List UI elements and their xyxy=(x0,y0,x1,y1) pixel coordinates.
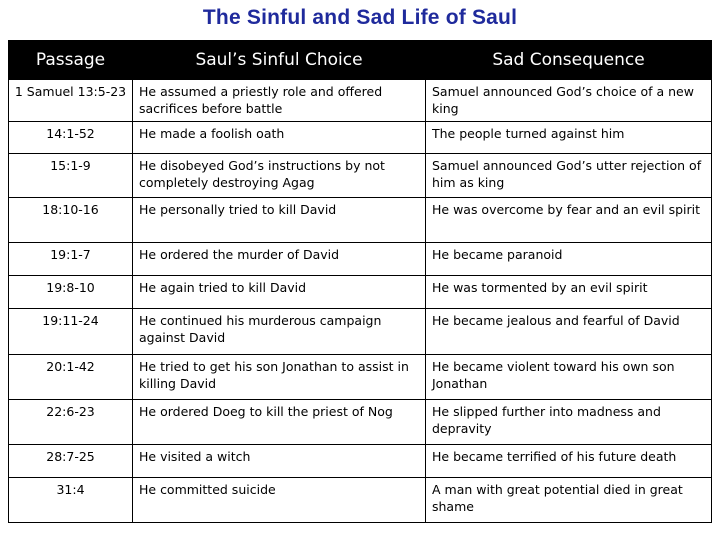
consequence-cell: He became jealous and fearful of David xyxy=(426,309,712,355)
consequence-cell: He slipped further into madness and depravity xyxy=(426,400,712,445)
consequence-cell: He became paranoid xyxy=(426,243,712,276)
header-passage: Passage xyxy=(9,41,133,80)
page-title: The Sinful and Sad Life of Saul xyxy=(202,6,518,29)
consequence-cell: The people turned against him xyxy=(426,122,712,154)
table-row xyxy=(9,445,712,478)
passage-cell: 1 Samuel 13:5-23 xyxy=(9,80,133,122)
choice-cell: He tried to get his son Jonathan to assist in killing David xyxy=(133,355,426,400)
passage-cell: 18:10-16 xyxy=(9,198,133,243)
passage-cell: 19:11-24 xyxy=(9,309,133,355)
table-row xyxy=(9,309,712,355)
choice-cell: He disobeyed God’s instructions by not completely destroying Agag xyxy=(133,154,426,198)
header-choice: Saul’s Sinful Choice xyxy=(133,41,426,80)
table-row xyxy=(9,243,712,276)
choice-cell: He visited a witch xyxy=(133,445,426,478)
passage-cell: 19:8-10 xyxy=(9,276,133,309)
consequence-cell: A man with great potential died in great shame xyxy=(426,478,712,523)
table-row xyxy=(9,154,712,198)
passage-cell: 15:1-9 xyxy=(9,154,133,198)
passage-cell: 20:1-42 xyxy=(9,355,133,400)
consequence-cell: He became terrified of his future death xyxy=(426,445,712,478)
table-row xyxy=(9,198,712,243)
table-row xyxy=(9,478,712,523)
choice-cell: He assumed a priestly role and offered sacrifices before battle xyxy=(133,80,426,122)
consequence-cell: He became violent toward his own son Jonathan xyxy=(426,355,712,400)
choice-cell: He ordered Doeg to kill the priest of Nog xyxy=(133,400,426,445)
table-row xyxy=(9,122,712,154)
choice-cell: He committed suicide xyxy=(133,478,426,523)
choice-cell: He continued his murderous campaign against David xyxy=(133,309,426,355)
consequence-cell: Samuel announced God’s choice of a new king xyxy=(426,80,712,122)
passage-cell: 31:4 xyxy=(9,478,133,523)
passage-cell: 14:1-52 xyxy=(9,122,133,154)
header-row xyxy=(9,41,712,80)
consequence-cell: He was overcome by fear and an evil spirit xyxy=(426,198,712,243)
saul-table xyxy=(8,40,712,523)
consequence-cell: He was tormented by an evil spirit xyxy=(426,276,712,309)
passage-cell: 28:7-25 xyxy=(9,445,133,478)
table-row xyxy=(9,400,712,445)
choice-cell: He personally tried to kill David xyxy=(133,198,426,243)
choice-cell: He again tried to kill David xyxy=(133,276,426,309)
choice-cell: He ordered the murder of David xyxy=(133,243,426,276)
table-row xyxy=(9,355,712,400)
consequence-cell: Samuel announced God’s utter rejection of him as king xyxy=(426,154,712,198)
passage-cell: 22:6-23 xyxy=(9,400,133,445)
table-row xyxy=(9,276,712,309)
header-consequence: Sad Consequence xyxy=(426,41,712,80)
choice-cell: He made a foolish oath xyxy=(133,122,426,154)
table-row xyxy=(9,80,712,122)
passage-cell: 19:1-7 xyxy=(9,243,133,276)
